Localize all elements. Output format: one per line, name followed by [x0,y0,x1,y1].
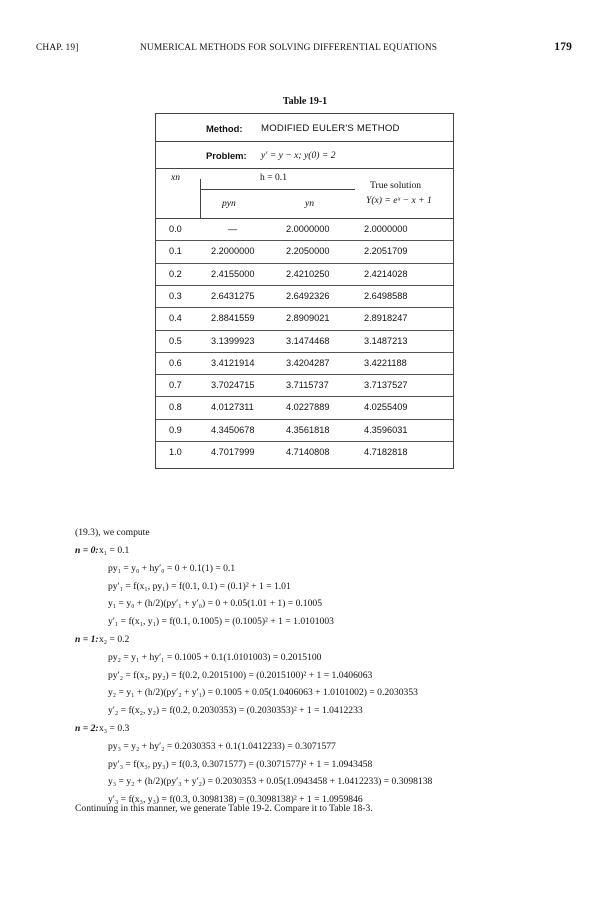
problem-value: y′ = y − x; y(0) = 2 [261,150,336,161]
row-divider [156,307,453,308]
cell-true: 4.0255409 [364,402,408,413]
row-divider [156,396,453,397]
cell-x: 0.3 [169,290,182,301]
cell-py: 3.1399923 [211,335,255,346]
cell-true: 3.7137527 [364,380,408,391]
equation-line: y₃ = y₂ + (h/2)(py′₃ + y′₂) = 0.2030353 + 0.05(1.0943458 + 1.0412233) = 0.3098138 [108,776,433,788]
cell-x: 0.8 [169,402,182,413]
cell-true: 2.4214028 [364,268,408,279]
equation-line: y′₂ = f(x₂, y₂) = f(0.2, 0.2030353) = (0.2030353)² + 1 = 1.0412233 [108,705,363,717]
cell-py: 4.0127311 [211,402,254,413]
data-table [155,113,454,469]
cell-true: 2.0000000 [364,224,408,234]
cell-y: 2.4210250 [286,268,330,279]
cell-py: 4.7017999 [211,447,255,457]
equation-line: py₃ = y₂ + hy′₂ = 0.2030353 + 0.1(1.0412233) = 0.3071577 [108,740,336,752]
row-divider [156,374,453,375]
case-n1-label: n = 1: [75,634,99,645]
method-row [156,114,453,142]
cell-true: 3.4221188 [364,357,407,368]
cell-x: 0.7 [169,380,182,391]
column-header [156,168,453,219]
row-divider [156,419,453,420]
intro-text: (19.3), we compute [75,527,150,538]
cell-x: 0.6 [169,357,182,368]
cell-py: 2.6431275 [211,290,255,301]
equation-line: py′₂ = f(x₂, py₂) = f(0.2, 0.2015100) = (0.2015100)² + 1 = 1.0406063 [108,669,373,681]
cell-y: 2.8909021 [286,313,330,324]
equation-line: y′₁ = f(x₁, y₁) = f(0.1, 0.1005) = (0.1005)² + 1 = 1.0101003 [108,616,334,628]
cell-y: 4.0227889 [286,402,330,413]
equation-line: x₃ = 0.3 [99,723,130,734]
header-divider [200,189,355,190]
cell-true: 3.1487213 [364,335,408,346]
row-divider [156,240,453,241]
header-xn: xn [171,172,181,183]
cell-x: 0.5 [169,335,182,346]
cell-py: 2.2000000 [211,246,255,257]
table-caption: Table 19-1 [282,96,328,107]
cell-py: 3.7024715 [211,380,255,391]
equation-line: y₁ = y₀ + (h/2)(py′₁ + y′₀) = 0 + 0.05(1.01 + 1) = 0.1005 [108,598,322,610]
cell-y: 2.6492326 [286,290,330,301]
problem-row [156,141,453,169]
problem-label: Problem: [206,150,247,161]
chapter-label: CHAP. 19] [36,43,79,53]
closing-text: Continuing in this manner, we generate Table 19-2. Compare it to Table 18-3. [75,803,373,814]
cell-true: 4.7182818 [364,447,408,457]
header-divider [200,179,201,218]
cell-py: — [228,224,238,234]
row-divider [156,352,453,353]
cell-py: 4.3450678 [211,424,255,435]
equation-line: py₂ = y₁ + hy′₁ = 0.1005 + 0.1(1.0101003) = 0.2015100 [108,651,322,663]
cell-py: 2.8841559 [211,313,255,324]
header-pyn: pyn [222,198,236,209]
header-true-solution: True solution [370,180,422,191]
cell-true: 2.2051709 [364,246,408,257]
cell-true: 2.8918247 [364,313,408,324]
cell-y: 2.2050000 [286,246,330,257]
cell-x: 1.0 [169,447,182,457]
equation-line: x₁ = 0.1 [99,545,130,556]
cell-y: 4.3561818 [286,424,330,435]
method-label: Method: [206,123,243,134]
cell-py: 3.4121914 [211,357,255,368]
page-number: 179 [554,41,572,53]
running-head [36,41,572,55]
equation-line: y′₃ = f(x₃, y₃) = f(0.3, 0.3098138) = (0.3098138)² + 1 = 1.0959846 [108,794,363,806]
row-divider [156,285,453,286]
cell-y: 3.1474468 [286,335,330,346]
cell-py: 2.4155000 [211,268,255,279]
equation-line: py₁ = y₀ + hy′₀ = 0 + 0.1(1) = 0.1 [108,562,236,574]
equation-line: py′₁ = f(x₁, py₁) = f(0.1, 0.1) = (0.1)² + 1 = 1.01 [108,580,291,592]
cell-y: 4.7140808 [286,447,330,457]
cell-x: 0.1 [169,246,182,257]
cell-y: 3.4204287 [286,357,330,368]
row-divider [156,263,453,264]
row-divider [156,441,453,442]
equation-line: py′₃ = f(x₃, py₃) = f(0.3, 0.3071577) = (0.3071577)² + 1 = 1.0943458 [108,758,373,770]
header-h: h = 0.1 [260,172,287,183]
header-true-formula: Y(x) = eˣ − x + 1 [366,195,432,206]
cell-x: 0.2 [169,268,182,279]
equation-line: y₂ = y₁ + (h/2)(py′₂ + y′₁) = 0.1005 + 0.05(1.0406063 + 1.0101002) = 0.2030353 [108,687,418,699]
cell-true: 2.6498588 [364,290,408,301]
cell-true: 4.3596031 [364,424,408,435]
cell-y: 2.0000000 [286,224,330,234]
header-yn: yn [305,198,315,209]
row-divider [156,330,453,331]
cell-y: 3.7115737 [286,380,329,391]
method-value: MODIFIED EULER'S METHOD [261,123,400,134]
chapter-title: NUMERICAL METHODS FOR SOLVING DIFFERENTIAL EQUATIONS [140,43,438,53]
cell-x: 0.4 [169,313,182,324]
case-n0-label: n = 0: [75,545,99,556]
cell-x: 0.0 [169,224,182,234]
equation-line: x₂ = 0.2 [99,634,130,645]
cell-x: 0.9 [169,424,182,435]
case-n2-label: n = 2: [75,723,99,734]
